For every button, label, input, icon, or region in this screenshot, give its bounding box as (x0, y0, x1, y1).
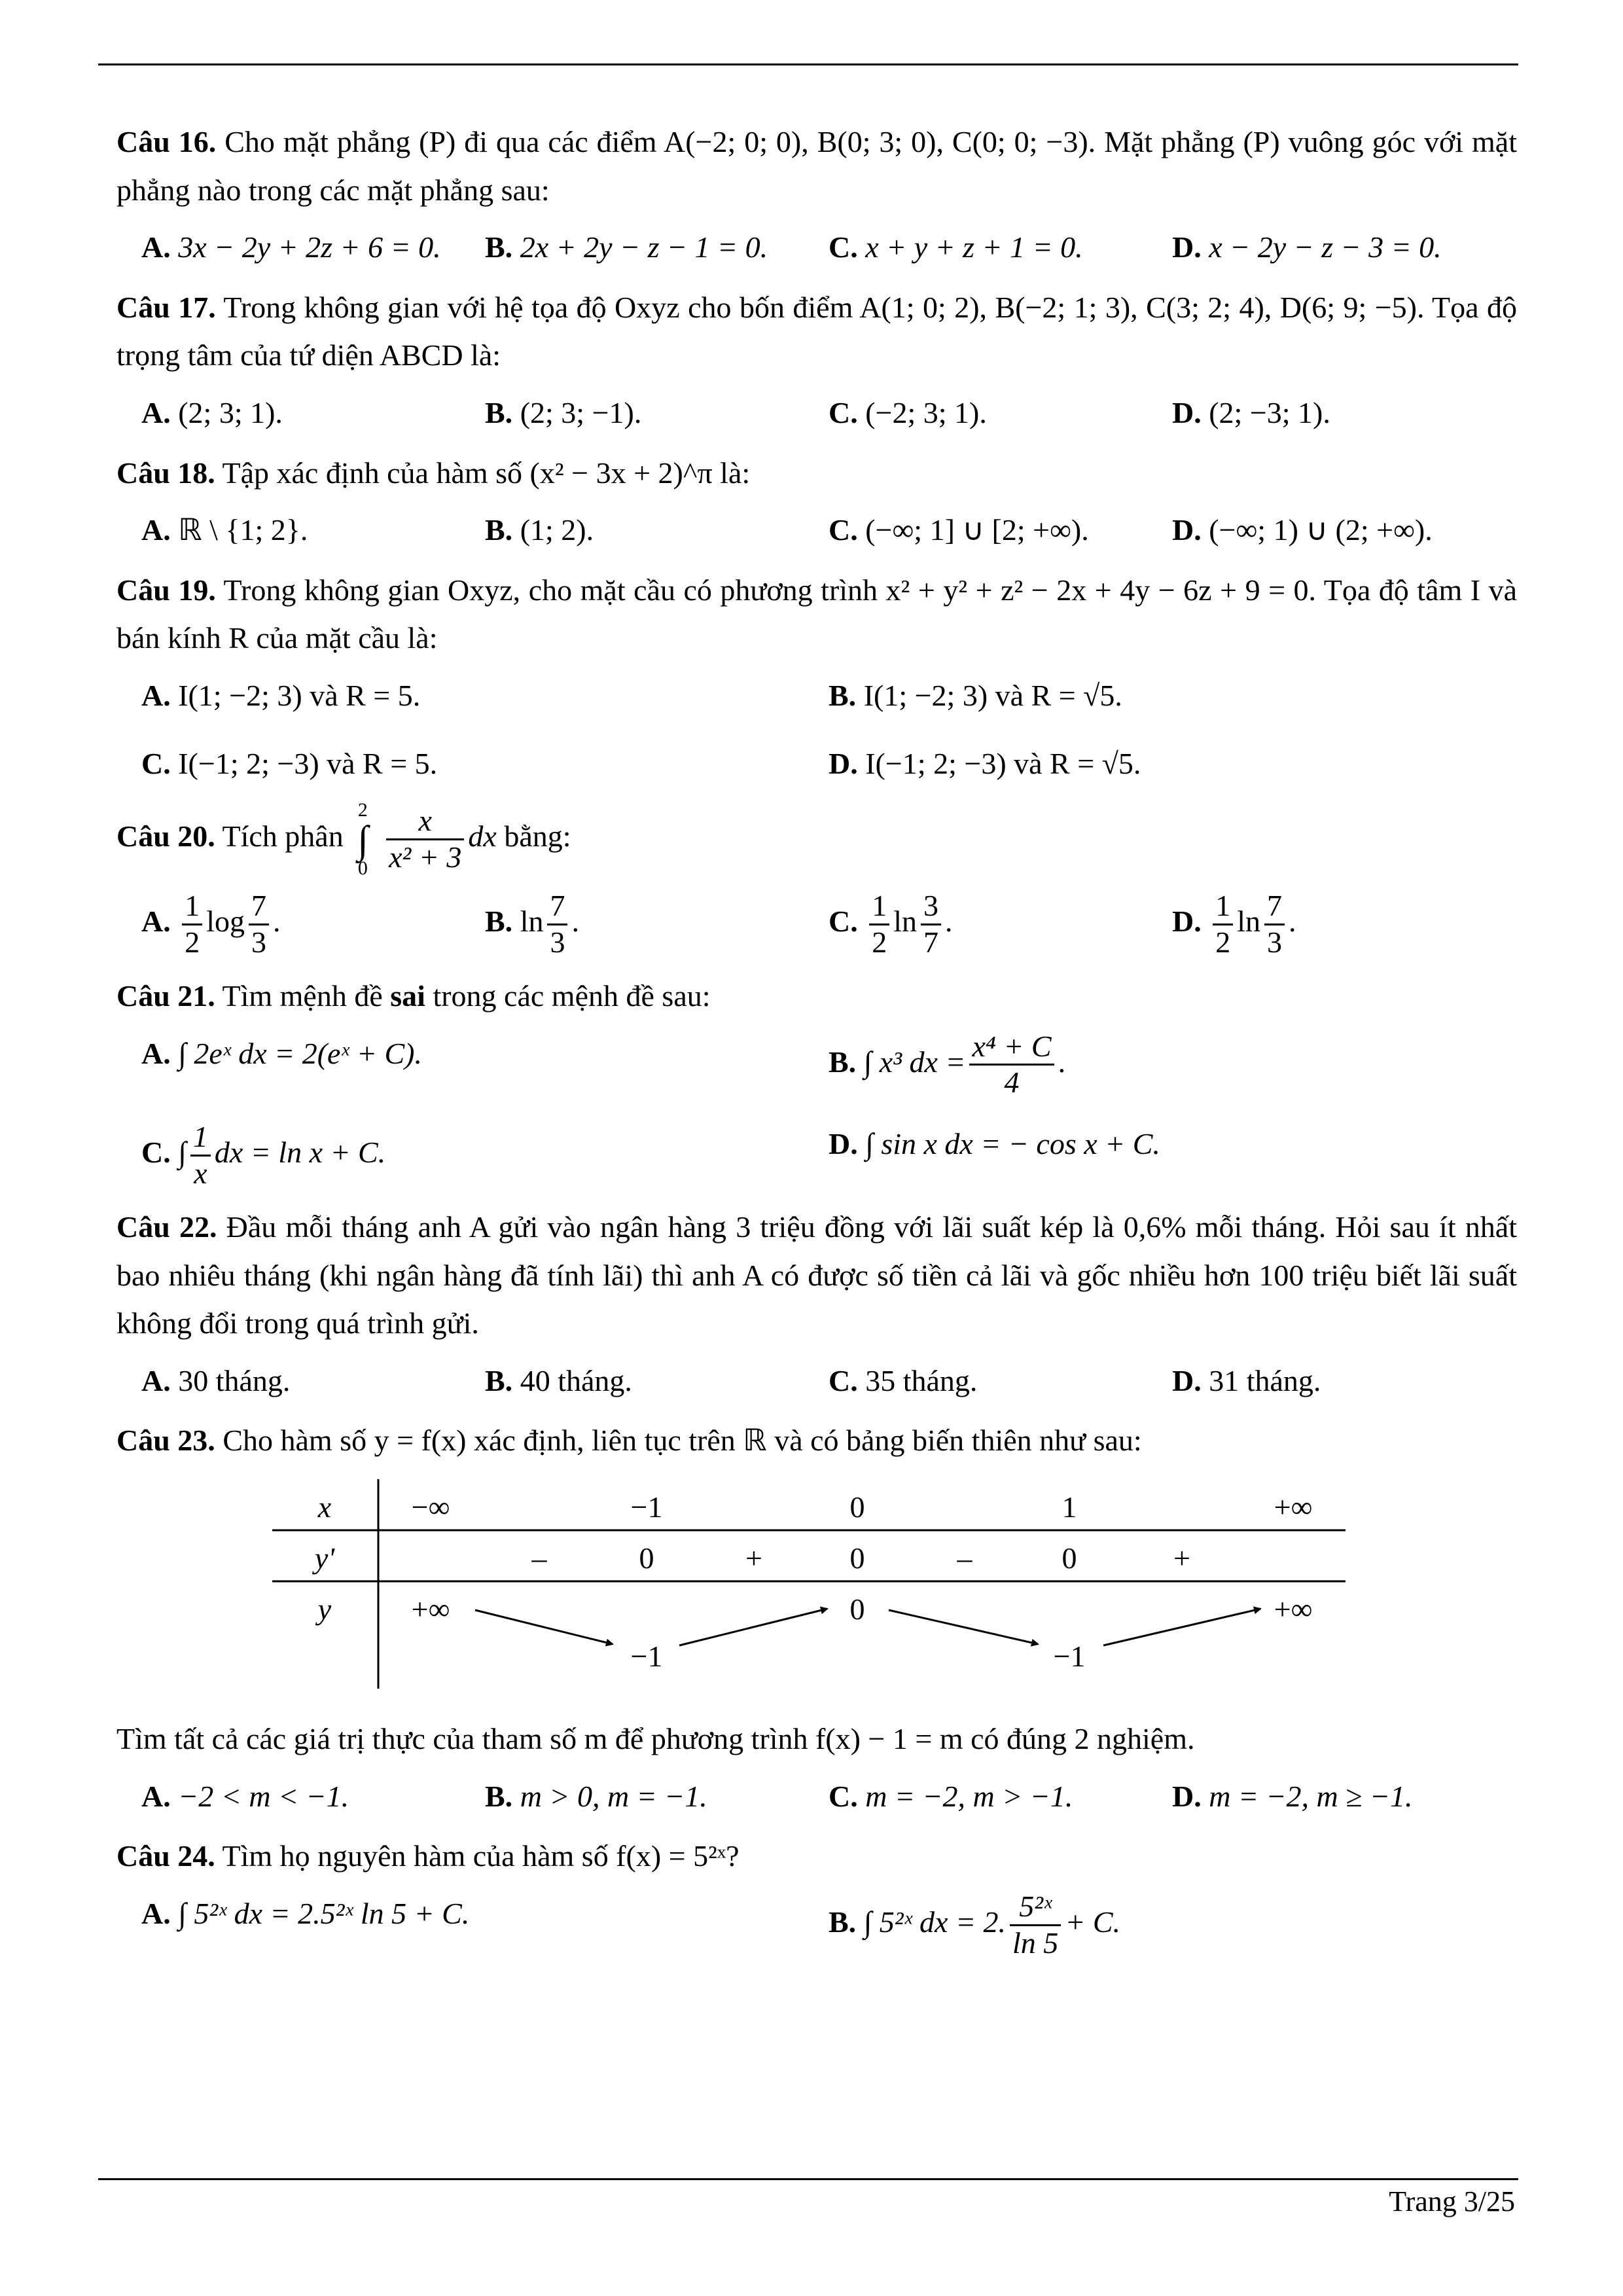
page-number: Trang 3/25 (1389, 2185, 1515, 2217)
variation-table (272, 1479, 1517, 1689)
option-c[interactable]: C. (−2; 3; 1). (829, 395, 987, 429)
variation-table-svg (272, 1479, 1346, 1689)
option-a[interactable]: A. $\frac{1}{2}$ log $\frac{7}{3}$ . (141, 889, 281, 960)
option-b[interactable]: B. I(1; −2; 3) và R = √5. (829, 678, 1122, 712)
yprime-zero: 0 (1061, 1541, 1077, 1575)
question-text: Trong không gian Oxyz, cho mặt cầu có phương trình x² + y² + z² − 2x + 4y − 6z + 9 = 0. Tọa độ tâm I và bán kính R của mặt cầu là: (116, 573, 1517, 655)
option-b[interactable]: B. m > 0, m = −1. (485, 1779, 707, 1813)
options (141, 389, 1517, 437)
options (141, 1030, 1517, 1192)
question-text: Tập xác định của hàm số (x² − 3x + 2)^π là: (222, 456, 751, 490)
option-d[interactable]: D. m = −2, m ≥ −1. (1172, 1779, 1413, 1813)
question-text: Cho mặt phẳng (P) đi qua các điểm A(−2; 0; 0), B(0; 3; 0), C(0; 0; −3). Mặt phẳng (P) vuông góc với mặt phẳng nào trong các mặt phẳng sau: (116, 125, 1518, 207)
option-a[interactable]: A. −2 < m < −1. (141, 1779, 349, 1813)
options (141, 1772, 1517, 1821)
question-label: Câu 21. (116, 978, 215, 1013)
y-value: +∞ (1274, 1592, 1313, 1626)
option-b[interactable]: B. 40 tháng. (485, 1363, 632, 1397)
yprime-sign: + (745, 1541, 762, 1575)
row-label-x: x (317, 1490, 332, 1524)
option-a[interactable]: A. 30 tháng. (141, 1363, 291, 1397)
row-label-y: y (317, 1592, 332, 1626)
option-a[interactable]: A. (2; 3; 1). (141, 395, 283, 429)
x-value: −1 (630, 1490, 663, 1524)
option-c[interactable]: C. (−∞; 1] ∪ [2; +∞). (829, 513, 1089, 547)
decrease-arrow-icon (475, 1610, 613, 1644)
option-a[interactable]: A. 3x − 2y + 2z + 6 = 0. (141, 230, 441, 264)
option-a[interactable]: A. ℝ \ {1; 2}. (141, 513, 308, 547)
yprime-sign: + (1173, 1541, 1190, 1575)
question-18 (116, 449, 1517, 554)
question-label: Câu 17. (116, 290, 216, 324)
question-19 (116, 566, 1517, 787)
option-d[interactable]: D. 31 tháng. (1172, 1363, 1321, 1397)
yprime-zero: 0 (849, 1541, 865, 1575)
row-label-yprime: y' (314, 1541, 335, 1575)
question-22 (116, 1203, 1517, 1405)
option-c[interactable]: C. 35 tháng. (829, 1363, 978, 1397)
options (141, 672, 1517, 787)
options (141, 1890, 1517, 1961)
question-label: Câu 23. (116, 1424, 215, 1458)
integral-bounds: 2 ∫ 0 (355, 799, 370, 880)
decrease-arrow-icon (889, 1610, 1038, 1644)
option-d[interactable]: D. ∫ sin x dx = − cos x + C. (829, 1127, 1160, 1161)
question-label: Câu 18. (116, 456, 215, 490)
question-23 (116, 1416, 1517, 1820)
yprime-sign: – (531, 1541, 547, 1575)
option-b[interactable]: B. ln $\frac{7}{3}$ . (485, 889, 579, 960)
integral-sign-icon: ∫ (357, 817, 368, 861)
option-c[interactable]: C. $\frac{1}{2}$ ln $\frac{3}{7}$ . (829, 889, 953, 960)
option-d[interactable]: D. (2; −3; 1). (1172, 395, 1330, 429)
option-c[interactable]: C. x + y + z + 1 = 0. (829, 230, 1083, 264)
x-value: 1 (1061, 1490, 1077, 1524)
questions-area (116, 118, 1517, 1973)
yprime-zero: 0 (639, 1541, 654, 1575)
option-d[interactable]: D. I(−1; 2; −3) và R = √5. (829, 746, 1141, 780)
option-b[interactable]: B. (2; 3; −1). (485, 395, 642, 429)
options (141, 223, 1517, 272)
top-rule (98, 63, 1518, 65)
yprime-sign: – (957, 1541, 972, 1575)
y-value: 0 (849, 1592, 865, 1626)
option-b[interactable]: B. ∫ x³ dx = $\frac{\text{x⁴ + C}}{4}$ . (829, 1029, 1066, 1100)
option-c[interactable]: C. ∫ $\frac{1}{x}$ dx = ln x + C. (141, 1120, 386, 1191)
question-text: Đầu mỗi tháng anh A gửi vào ngân hàng 3 triệu đồng với lãi suất kép là 0,6% mỗi tháng. Hỏi sau ít nhất bao nhiêu tháng (khi ngân hàng đã tính lãi) thì anh A có được số tiền cả lãi và gốc nhiều hơn 100 triệu biết lãi suất không đổi trong quá trình gửi. (116, 1210, 1517, 1340)
y-value: −1 (630, 1640, 663, 1674)
question-label: Câu 24. (116, 1839, 215, 1873)
question-20: Câu 20. Tích phân 2 ∫ 0 $\frac{x}{\text{x² + 3}}$ dx bằng: A. $\frac{1}{2}$ log $\frac{7}{3}$ . B. ln $\frac{7}{3}$ . C. $\frac{1}{2}$ ln $\frac{3}{7}$ . D. $\frac{1}{2}$ ln $\frac{7}{3}$ . (116, 799, 1517, 960)
question-text: Trong không gian với hệ tọa độ Oxyz cho bốn điểm A(1; 0; 2), B(−2; 1; 3), C(3; 2; 4), D(6; 9; −5). Tọa độ trọng tâm của tứ diện ABCD là: (116, 290, 1517, 372)
options (141, 889, 1517, 960)
option-d[interactable]: D. $\frac{1}{2}$ ln $\frac{7}{3}$ . (1172, 889, 1296, 960)
question-21: Câu 21. Tìm mệnh đề sai trong các mệnh đề sau: A. ∫ 2eˣ dx = 2(eˣ + C). B. ∫ x³ dx = $\frac{\text{x⁴ + C}}{4}$ . C. ∫ $\frac{1}{x}$ dx = ln x + C. D. ∫ sin x dx = − cos x + C. (116, 972, 1517, 1191)
increase-arrow-icon (1103, 1609, 1260, 1645)
option-b[interactable]: B. (1; 2). (485, 513, 594, 547)
option-b[interactable]: B. ∫ 5²ˣ dx = 2. $\frac{\text{5²ˣ}}{\ln 5}$ + C. (829, 1889, 1121, 1960)
question-24 (116, 1832, 1517, 1960)
option-a[interactable]: A. I(1; −2; 3) và R = 5. (141, 678, 421, 712)
question-label: Câu 19. (116, 573, 216, 607)
options (141, 506, 1517, 554)
option-c[interactable]: C. I(−1; 2; −3) và R = 5. (141, 746, 438, 780)
question-16 (116, 118, 1517, 272)
y-value: +∞ (411, 1592, 450, 1626)
question-label: Câu 22. (116, 1210, 217, 1244)
question-text: Cho hàm số y = f(x) xác định, liên tục trên ℝ và có bảng biến thiên như sau: (223, 1424, 1142, 1458)
option-d[interactable]: D. x − 2y − z − 3 = 0. (1172, 230, 1442, 264)
options (141, 1357, 1517, 1405)
x-value: 0 (849, 1490, 865, 1524)
y-value: −1 (1053, 1640, 1086, 1674)
integrand: $\frac{x}{\text{x² + 3}}$ (386, 804, 464, 875)
question-label: Câu 16. (116, 125, 217, 158)
option-a[interactable]: A. ∫ 5²ˣ dx = 2.5²ˣ ln 5 + C. (141, 1896, 470, 1930)
option-c[interactable]: C. m = −2, m > −1. (829, 1779, 1073, 1813)
option-a[interactable]: A. ∫ 2eˣ dx = 2(eˣ + C). (141, 1036, 422, 1070)
bottom-rule (98, 2178, 1518, 2180)
question-17 (116, 283, 1517, 437)
increase-arrow-icon (679, 1609, 827, 1645)
question-label: Câu 20. (116, 819, 215, 853)
option-d[interactable]: D. (−∞; 1) ∪ (2; +∞). (1172, 513, 1433, 547)
question-text-2: Tìm tất cả các giá trị thực của tham số m để phương trình f(x) − 1 = m có đúng 2 nghiệm. (116, 1722, 1195, 1756)
x-value: −∞ (411, 1490, 450, 1524)
option-b[interactable]: B. 2x + 2y − z − 1 = 0. (485, 230, 768, 264)
x-value: +∞ (1274, 1490, 1313, 1524)
question-text: Tìm họ nguyên hàm của hàm số f(x) = 5²ˣ? (222, 1839, 740, 1873)
